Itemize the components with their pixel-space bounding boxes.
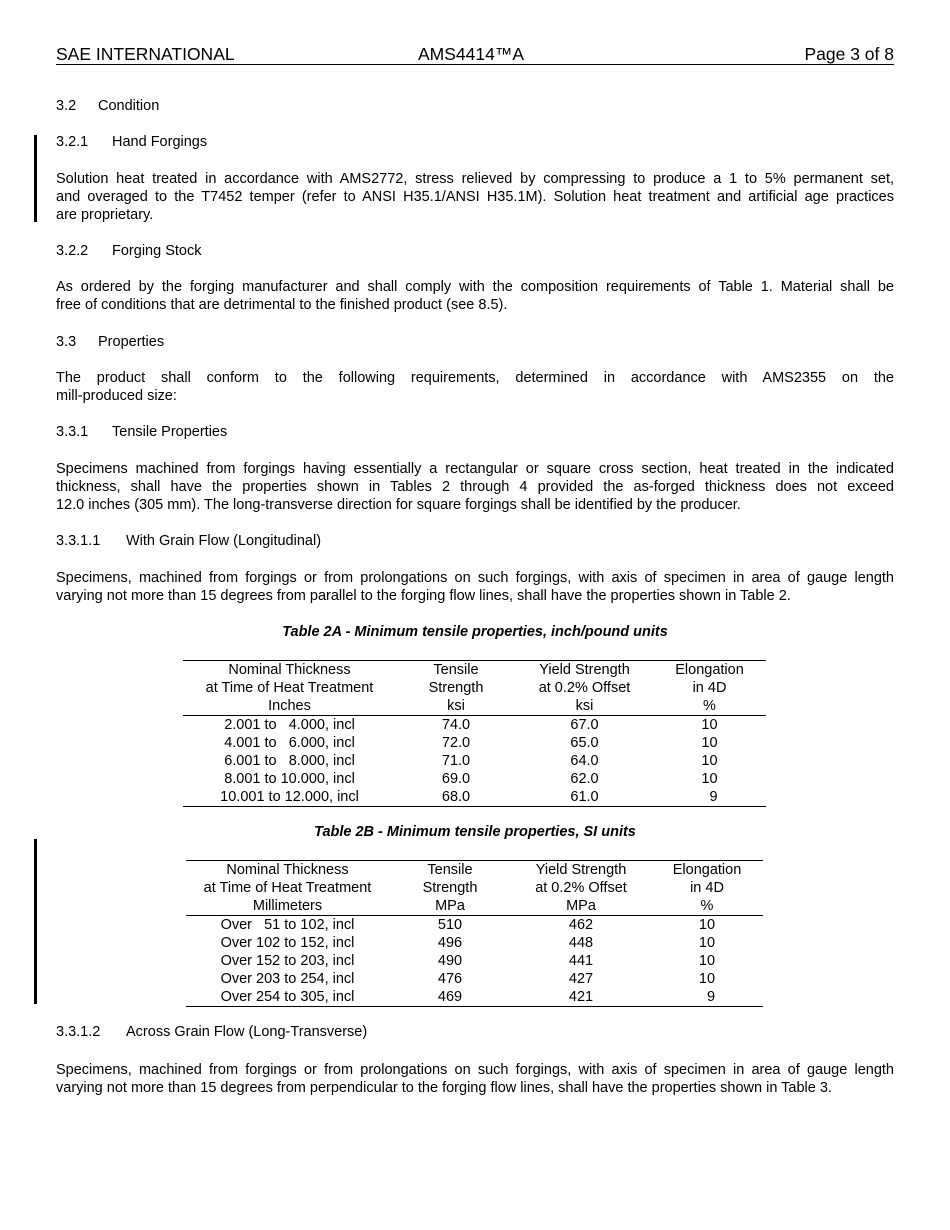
column-header-elongation: in 4D xyxy=(692,680,727,696)
section-heading xyxy=(56,242,201,260)
column-header-elongation: Elongation xyxy=(651,861,763,880)
cell-thickness: 10.001 to 12.000, incl xyxy=(183,788,396,807)
cell-elongation: 10 xyxy=(701,717,718,733)
paragraph-line: thickness, shall have the properties shown in Tables 2 through 4 provided the as-forged thickness does not exceed xyxy=(56,479,894,495)
table-row xyxy=(186,988,763,1007)
paragraph-line: As ordered by the forging manufacturer and shall comply with the composition requirements of Table 1. Material shall be xyxy=(56,279,894,295)
column-header-tensile-strength: Tensile xyxy=(389,861,511,880)
table-row xyxy=(183,716,766,735)
table-caption: Table 2A - Minimum tensile properties, inch/pound units xyxy=(282,624,668,640)
column-header-tensile-strength: MPa xyxy=(389,897,511,916)
cell-tensile-strength: 490 xyxy=(437,953,463,969)
cell-tensile-strength: 71.0 xyxy=(441,753,471,769)
table-header-row xyxy=(183,679,766,697)
paragraph-line: 12.0 inches (305 mm). The long-transverse direction for square forgings shall be identified by the producer. xyxy=(56,497,741,513)
paragraph-line: Specimens, machined from forgings or from prolongations on such forgings, with axis of specimen in area of gauge length xyxy=(56,570,894,586)
cell-elongation: 10 xyxy=(701,771,718,787)
paragraph-line: are proprietary. xyxy=(56,207,154,223)
table-row xyxy=(183,788,766,807)
paragraph-line: and overaged to the T7452 temper (refer to ANSI H35.1/ANSI H35.1M). Solution heat treatment and artificial age practices xyxy=(56,189,894,205)
table-row xyxy=(186,970,763,988)
section-heading xyxy=(56,97,159,115)
section-number: 3.3 xyxy=(56,334,77,350)
paragraph-line: varying not more than 15 degrees from perpendicular to the forging flow lines, shall have the properties shown in Table 3. xyxy=(56,1080,832,1096)
paragraph-line: Specimens, machined from forgings or from prolongations on such forgings, with axis of specimen in area of gauge length xyxy=(56,1062,894,1078)
section-paragraph xyxy=(56,460,894,514)
header-document-number: AMS4414™A xyxy=(418,44,525,64)
table-header-row xyxy=(183,697,766,716)
cell-yield-strength: 67.0 xyxy=(570,717,599,733)
section-heading xyxy=(56,333,164,351)
section-number: 3.2.2 xyxy=(56,243,89,259)
cell-tensile-strength: 496 xyxy=(437,935,463,951)
table-row xyxy=(183,770,766,788)
page-header xyxy=(56,44,894,65)
section-number: 3.3.1.2 xyxy=(56,1024,101,1040)
column-header-yield-strength: at 0.2% Offset xyxy=(538,680,631,696)
tensile-properties-table-inch xyxy=(183,660,766,807)
cell-yield-strength: 61.0 xyxy=(516,788,653,807)
paragraph-line: The product shall conform to the following requirements, determined in accordance with AMS2355 on the xyxy=(56,370,894,386)
paragraph-line: free of conditions that are detrimental to the finished product (see 8.5). xyxy=(56,297,508,313)
paragraph-line: Specimens machined from forgings having essentially a rectangular or square cross section, heat treated in the indicated xyxy=(56,461,894,477)
cell-thickness: 4.001 to 6.000, incl xyxy=(224,735,355,751)
cell-tensile-strength: 69.0 xyxy=(441,771,471,787)
column-header-elongation: % xyxy=(653,697,766,716)
table-row xyxy=(186,952,763,970)
cell-thickness: Over 51 to 102, incl xyxy=(220,917,355,933)
section-paragraph xyxy=(56,569,894,605)
table-header-row xyxy=(186,897,763,916)
section-paragraph xyxy=(56,278,894,314)
column-header-tensile-strength: Strength xyxy=(422,880,478,896)
column-header-thickness: Inches xyxy=(183,697,396,716)
column-header-yield-strength: Yield Strength xyxy=(511,861,651,880)
cell-thickness: 6.001 to 8.000, incl xyxy=(224,753,355,769)
table-row xyxy=(186,916,763,935)
section-number: 3.2.1 xyxy=(56,134,89,150)
cell-thickness: Over 152 to 203, incl xyxy=(220,953,355,969)
cell-tensile-strength: 74.0 xyxy=(441,717,471,733)
section-number: 3.3.1.1 xyxy=(56,533,101,549)
section-number: 3.2 xyxy=(56,98,77,114)
cell-yield-strength: 441 xyxy=(568,953,594,969)
cell-elongation: 10 xyxy=(698,935,716,951)
column-header-elongation: % xyxy=(651,897,763,916)
revision-change-bar xyxy=(34,839,37,1004)
section-title: Properties xyxy=(98,334,165,350)
cell-elongation: 9 xyxy=(651,988,763,1007)
column-header-tensile-strength: ksi xyxy=(396,697,516,716)
section-paragraph xyxy=(56,369,894,405)
section-title: Condition xyxy=(98,98,160,114)
cell-elongation: 10 xyxy=(698,953,716,969)
section-paragraph xyxy=(56,1061,894,1097)
tensile-properties-table-si xyxy=(186,860,763,1007)
section-paragraph xyxy=(56,170,894,224)
section-title: Tensile Properties xyxy=(112,424,228,440)
column-header-thickness: Millimeters xyxy=(186,897,389,916)
table-caption: Table 2B - Minimum tensile properties, SI units xyxy=(314,824,636,840)
column-header-yield-strength: at 0.2% Offset xyxy=(535,880,627,896)
cell-thickness: Over 102 to 152, incl xyxy=(220,935,355,951)
section-title: With Grain Flow (Longitudinal) xyxy=(126,533,322,549)
column-header-yield-strength: ksi xyxy=(516,697,653,716)
column-header-thickness: at Time of Heat Treatment xyxy=(205,680,374,696)
cell-yield-strength: 427 xyxy=(568,971,594,987)
cell-yield-strength: 448 xyxy=(568,935,594,951)
column-header-thickness: Nominal Thickness xyxy=(183,661,396,680)
section-heading xyxy=(56,532,321,550)
column-header-elongation: in 4D xyxy=(690,880,724,896)
cell-thickness: 2.001 to 4.000, incl xyxy=(224,717,355,733)
paragraph-line: varying not more than 15 degrees from parallel to the forging flow lines, shall have the properties shown in Table 2. xyxy=(56,588,791,604)
column-header-elongation: Elongation xyxy=(653,661,766,680)
cell-elongation: 9 xyxy=(653,788,766,807)
column-header-thickness: at Time of Heat Treatment xyxy=(203,880,372,896)
table-header-row xyxy=(183,661,766,680)
cell-tensile-strength: 68.0 xyxy=(396,788,516,807)
section-heading xyxy=(56,133,207,151)
section-number: 3.3.1 xyxy=(56,424,89,440)
table-header-row xyxy=(186,861,763,880)
column-header-thickness: Nominal Thickness xyxy=(186,861,389,880)
column-header-yield-strength: Yield Strength xyxy=(516,661,653,680)
cell-yield-strength: 65.0 xyxy=(570,735,599,751)
section-title: Across Grain Flow (Long-Transverse) xyxy=(126,1024,368,1040)
cell-elongation: 10 xyxy=(698,917,716,933)
cell-yield-strength: 64.0 xyxy=(570,753,599,769)
section-title: Forging Stock xyxy=(112,243,202,259)
paragraph-line: mill-produced size: xyxy=(56,388,177,404)
table-row xyxy=(183,734,766,752)
header-organization: SAE INTERNATIONAL xyxy=(56,44,235,64)
cell-tensile-strength: 72.0 xyxy=(441,735,471,751)
cell-elongation: 10 xyxy=(701,753,718,769)
section-heading xyxy=(56,1023,367,1041)
cell-yield-strength: 462 xyxy=(568,917,594,933)
header-page-number: Page 3 of 8 xyxy=(804,44,894,64)
column-header-tensile-strength: Strength xyxy=(428,680,484,696)
column-header-yield-strength: MPa xyxy=(511,897,651,916)
cell-yield-strength: 421 xyxy=(511,988,651,1007)
cell-tensile-strength: 476 xyxy=(437,971,463,987)
cell-elongation: 10 xyxy=(701,735,718,751)
cell-elongation: 10 xyxy=(698,971,716,987)
table-row xyxy=(186,934,763,952)
table-row xyxy=(183,752,766,770)
revision-change-bar xyxy=(34,135,37,222)
cell-tensile-strength: 469 xyxy=(389,988,511,1007)
column-header-tensile-strength: Tensile xyxy=(396,661,516,680)
section-heading xyxy=(56,423,227,441)
paragraph-line: Solution heat treated in accordance with AMS2772, stress relieved by compressing to produce a 1 to 5% permanent set, xyxy=(56,171,894,187)
cell-tensile-strength: 510 xyxy=(437,917,463,933)
table-header-row xyxy=(186,879,763,897)
section-title: Hand Forgings xyxy=(112,134,208,150)
cell-thickness: 8.001 to 10.000, incl xyxy=(224,771,355,787)
cell-thickness: Over 203 to 254, incl xyxy=(220,971,355,987)
cell-yield-strength: 62.0 xyxy=(570,771,599,787)
cell-thickness: Over 254 to 305, incl xyxy=(186,988,389,1007)
